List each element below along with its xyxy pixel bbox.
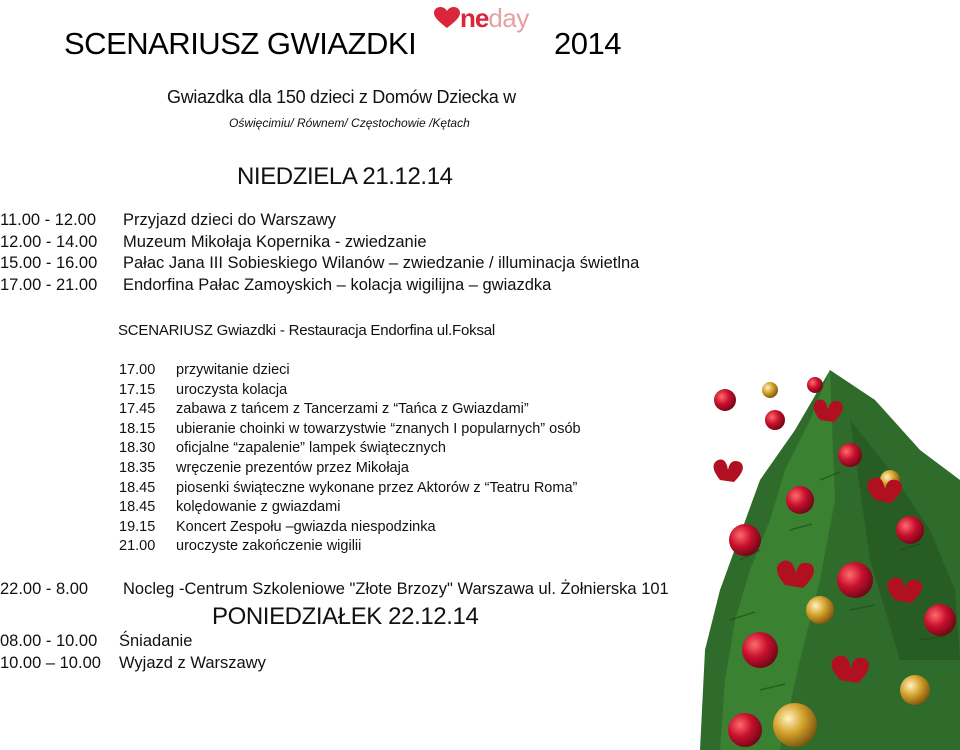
schedule-row <box>119 498 581 518</box>
schedule-row <box>0 253 639 275</box>
schedule-event: oficjalne “zapalenie” lampek świątecznych <box>176 440 446 457</box>
schedule-time: 21.00 <box>119 538 156 555</box>
page-title: SCENARIUSZ GWIAZDKI <box>64 26 417 61</box>
schedule-event: uroczysta kolacja <box>176 381 288 398</box>
schedule-time: 22.00 - 8.00 <box>0 580 89 598</box>
subtitle: Gwiazdka dla 150 dzieci z Domów Dziecka w <box>167 87 516 107</box>
schedule-event: uroczyste zakończenie wigilii <box>176 538 362 555</box>
schedule-row <box>119 381 581 401</box>
schedule-time: 10.00 – 10.00 <box>0 654 101 672</box>
schedule-event: Śniadanie <box>119 632 193 650</box>
schedule-time: 18.45 <box>119 479 156 496</box>
schedule-time: 18.35 <box>119 459 156 476</box>
schedule-time: 17.00 - 21.00 <box>0 275 98 294</box>
schedule-event: kolędowanie z gwiazdami <box>176 499 341 516</box>
schedule-time: 18.45 <box>119 499 156 516</box>
schedule-event: Wyjazd z Warszawy <box>119 654 266 672</box>
schedule-row <box>0 210 639 232</box>
schedule-event: Przyjazd dzieci do Warszawy <box>123 211 337 229</box>
schedule-time: 08.00 - 10.00 <box>0 632 98 650</box>
cities-subtitle: Oświęcimiu/ Równem/ Częstochowie /Kętach <box>229 116 470 130</box>
schedule-time: 15.00 - 16.00 <box>0 254 98 272</box>
schedule-row <box>119 361 581 381</box>
schedule-row <box>0 630 266 652</box>
oneday-logo: ne day <box>434 1 529 35</box>
schedule-event: Nocleg -Centrum Szkoleniowe "Złote Brzozy" Warszawa ul. Żołnierska 101 <box>123 580 669 598</box>
schedule-event: zabawa z tańcem z Tancerzami z “Tańca z Gwiazdami” <box>176 401 529 418</box>
day1-heading: NIEDZIELA 21.12.14 <box>237 163 453 190</box>
schedule-event: Endorfina Pałac Zamoyskich – kolacja wigilijna – gwiazdka <box>123 275 552 294</box>
schedule-time: 17.00 <box>119 362 156 378</box>
schedule-event: Koncert Zespołu –gwiazda niespodzinka <box>176 518 436 535</box>
schedule-row <box>0 652 266 674</box>
schedule-day1 <box>0 210 639 296</box>
schedule-row <box>119 439 581 459</box>
schedule-event: piosenki świąteczne wykonane przez Aktorów z “Teatru Roma” <box>176 479 578 496</box>
schedule-time: 11.00 - 12.00 <box>0 211 97 229</box>
schedule-time: 19.15 <box>119 518 156 535</box>
schedule-restaurant <box>119 361 581 557</box>
year: 2014 <box>554 26 621 61</box>
schedule-time: 12.00 - 14.00 <box>0 232 98 251</box>
schedule-row <box>119 459 581 479</box>
schedule-event: ubieranie choinki w towarzystwie “znanych I popularnych” osób <box>176 420 581 437</box>
schedule-row <box>119 537 581 557</box>
schedule-row <box>119 518 581 538</box>
schedule-row <box>0 232 639 254</box>
schedule-row <box>119 479 581 499</box>
heart-icon <box>434 7 460 29</box>
schedule-time: 18.30 <box>119 440 156 457</box>
schedule-day2 <box>0 630 266 674</box>
schedule-row <box>119 420 581 440</box>
schedule-row <box>119 400 581 420</box>
schedule-time: 18.15 <box>119 420 156 437</box>
schedule-event: Muzeum Mikołaja Kopernika - zwiedzanie <box>123 232 427 251</box>
overnight-row <box>0 580 669 599</box>
schedule-event: Pałac Jana III Sobieskiego Wilanów – zwiedzanie / illuminacja świetlna <box>123 254 640 272</box>
christmas-tree-image <box>700 360 960 750</box>
day2-heading: PONIEDZIAŁEK 22.12.14 <box>212 603 479 630</box>
schedule-row <box>0 275 639 297</box>
schedule-event: wręczenie prezentów przez Mikołaja <box>176 459 409 476</box>
schedule-time: 17.45 <box>119 401 156 418</box>
schedule-event: przywitanie dzieci <box>176 362 290 378</box>
restaurant-heading: SCENARIUSZ Gwiazdki - Restauracja Endorfina ul.Foksal <box>118 322 496 339</box>
schedule-time: 17.15 <box>119 381 156 398</box>
